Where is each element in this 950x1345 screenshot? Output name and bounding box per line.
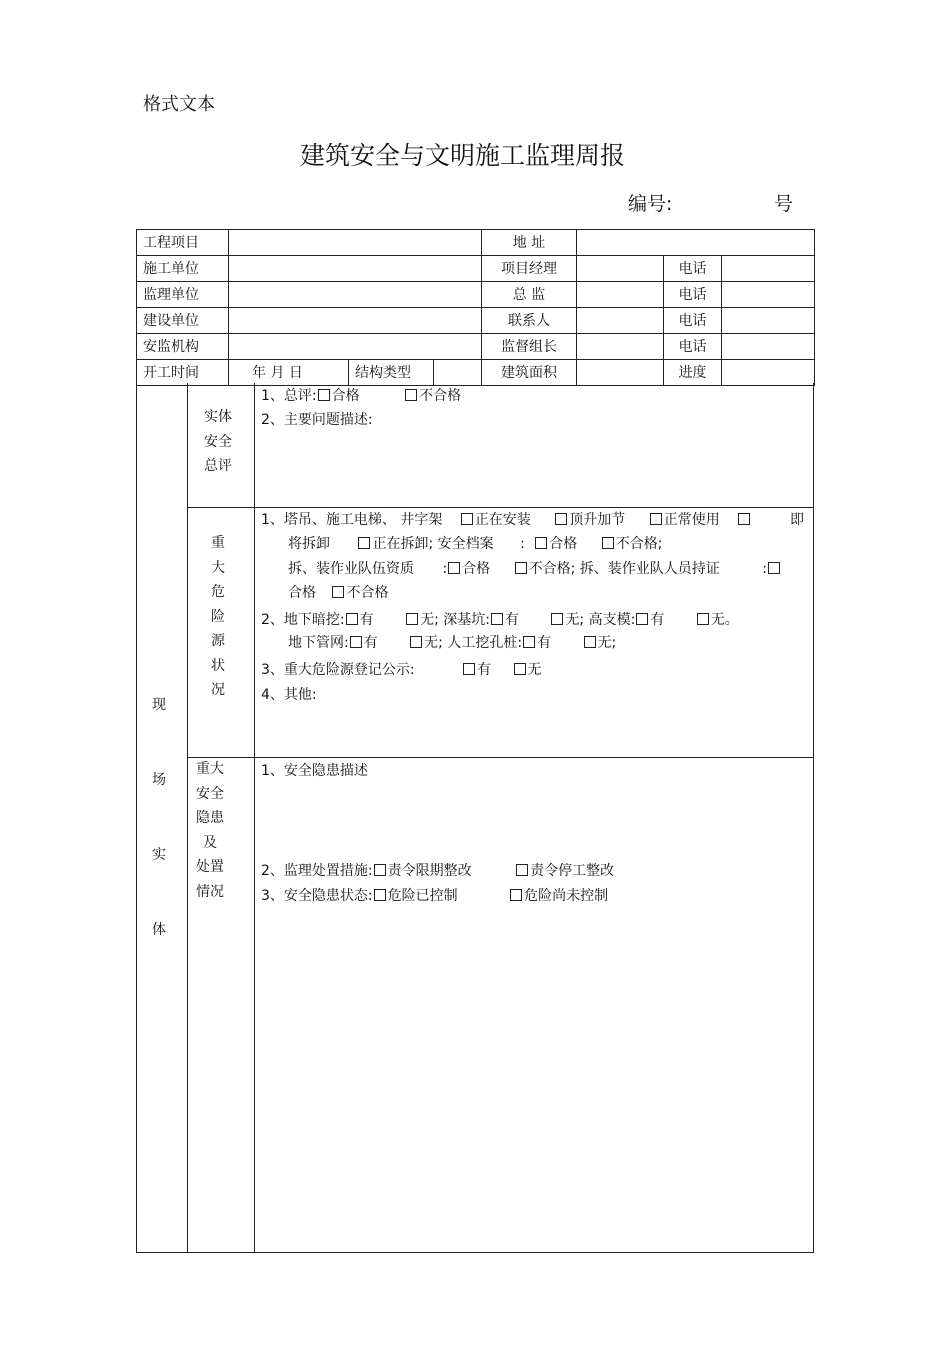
field-phone[interactable]: [722, 308, 815, 334]
field-structure-type[interactable]: [434, 360, 482, 386]
info-table: [136, 229, 815, 386]
checkbox[interactable]: [650, 513, 662, 525]
hazard-line-7: 3、重大危险源登记公示: 有 无: [261, 662, 542, 678]
hazard-line-3: 拆、装作业队伍资质 : 合格 不合格; 拆、装作业队人员持证 :: [288, 559, 782, 579]
checkbox[interactable]: [514, 663, 526, 675]
label-progress: 进度: [664, 360, 722, 386]
label-supervisor-unit: 监理单位: [137, 282, 229, 308]
field-phone[interactable]: [722, 282, 815, 308]
checkbox[interactable]: [516, 864, 528, 876]
section-main-label: 现 场 实 体: [152, 697, 166, 938]
field-contractor[interactable]: [229, 256, 482, 282]
checkbox[interactable]: [374, 889, 386, 901]
hazard-line-5: 2、地下暗挖: 有 无; 深基坑: 有 无; 高支模: 有 无。: [261, 612, 739, 628]
checkbox[interactable]: [410, 636, 422, 648]
checkbox[interactable]: [515, 562, 527, 574]
checkbox[interactable]: [602, 537, 614, 549]
checkbox[interactable]: [461, 513, 473, 525]
label-contact: 联系人: [482, 308, 577, 334]
field-pm[interactable]: [577, 256, 664, 282]
checkbox[interactable]: [463, 663, 475, 675]
checkbox[interactable]: [584, 636, 596, 648]
field-project[interactable]: [229, 230, 482, 256]
label-safety-agency: 安监机构: [137, 334, 229, 360]
serial-suffix: 号: [774, 193, 794, 215]
label-structure-type: 结构类型: [349, 360, 434, 386]
checkbox[interactable]: [697, 613, 709, 625]
field-safety-agency[interactable]: [229, 334, 482, 360]
checkbox[interactable]: [358, 537, 370, 549]
field-chief[interactable]: [577, 282, 664, 308]
label-pm: 项目经理: [482, 256, 577, 282]
entity-label: 实体 安全 总评: [204, 409, 232, 474]
checkbox[interactable]: [350, 636, 362, 648]
checkbox[interactable]: [555, 513, 567, 525]
field-phone[interactable]: [722, 256, 815, 282]
hazard-line-1: 1、塔吊、施工电梯、 井字架 正在安装 顶升加节 正常使用: [261, 510, 752, 530]
risk-line-1: 1、安全隐患描述: [261, 763, 368, 779]
label-building-area: 建筑面积: [482, 360, 577, 386]
checkbox[interactable]: [332, 586, 344, 598]
label-address: 地 址: [482, 230, 577, 256]
hazard-label: 重 大 危 险 源 状 况: [211, 535, 225, 698]
checkbox[interactable]: [768, 562, 780, 574]
field-owner-unit[interactable]: [229, 308, 482, 334]
checkbox[interactable]: [405, 389, 417, 401]
checkbox[interactable]: [551, 613, 563, 625]
hazard-line-4: 合格 不合格: [288, 585, 389, 601]
field-building-area[interactable]: [577, 360, 664, 386]
checkbox[interactable]: [346, 613, 358, 625]
field-progress[interactable]: [722, 360, 815, 386]
label-phone: 电话: [664, 308, 722, 334]
label-project: 工程项目: [137, 230, 229, 256]
checkbox[interactable]: [374, 864, 386, 876]
field-supervisor-unit[interactable]: [229, 282, 482, 308]
hazard-line-8: 4、其他:: [261, 687, 317, 703]
label-contractor: 施工单位: [137, 256, 229, 282]
field-team-leader[interactable]: [577, 334, 664, 360]
label-phone: 电话: [664, 334, 722, 360]
label-chief: 总 监: [482, 282, 577, 308]
label-phone: 电话: [664, 256, 722, 282]
label-owner-unit: 建设单位: [137, 308, 229, 334]
hazard-line-6: 地下管网: 有 无; 人工挖孔桩: 有 无;: [288, 635, 617, 651]
header-note: 格式文本: [143, 94, 215, 115]
field-contact[interactable]: [577, 308, 664, 334]
label-start-time: 开工时间: [137, 360, 229, 386]
field-start-date[interactable]: 年 月 日: [229, 360, 349, 386]
entity-line-2: 2、主要问题描述:: [261, 412, 373, 428]
page-title: 建筑安全与文明施工监理周报: [299, 141, 625, 170]
checkbox[interactable]: [318, 389, 330, 401]
risk-label: 重大 安全 隐患 及 处置 情况: [196, 761, 224, 900]
hazard-line-1-end: 即: [790, 512, 804, 528]
field-address[interactable]: [577, 230, 815, 256]
serial-label: 编号:: [628, 193, 673, 215]
checkbox[interactable]: [510, 889, 522, 901]
label-phone: 电话: [664, 282, 722, 308]
checkbox[interactable]: [406, 613, 418, 625]
field-phone[interactable]: [722, 334, 815, 360]
checkbox[interactable]: [738, 513, 750, 525]
label-team-leader: 监督组长: [482, 334, 577, 360]
risk-line-3: 3、安全隐患状态: 危险已控制 危险尚未控制: [261, 888, 609, 904]
checkbox[interactable]: [535, 537, 547, 549]
hazard-line-2: 将拆卸 正在拆卸; 安全档案 : 合格 不合格;: [288, 536, 663, 552]
checkbox[interactable]: [448, 562, 460, 574]
entity-line-1: 1、总评: 合格 不合格: [261, 388, 462, 404]
checkbox[interactable]: [523, 636, 535, 648]
checkbox[interactable]: [636, 613, 648, 625]
checkbox[interactable]: [491, 613, 503, 625]
risk-line-2: 2、监理处置措施: 责令限期整改 责令停工整改: [261, 863, 615, 879]
